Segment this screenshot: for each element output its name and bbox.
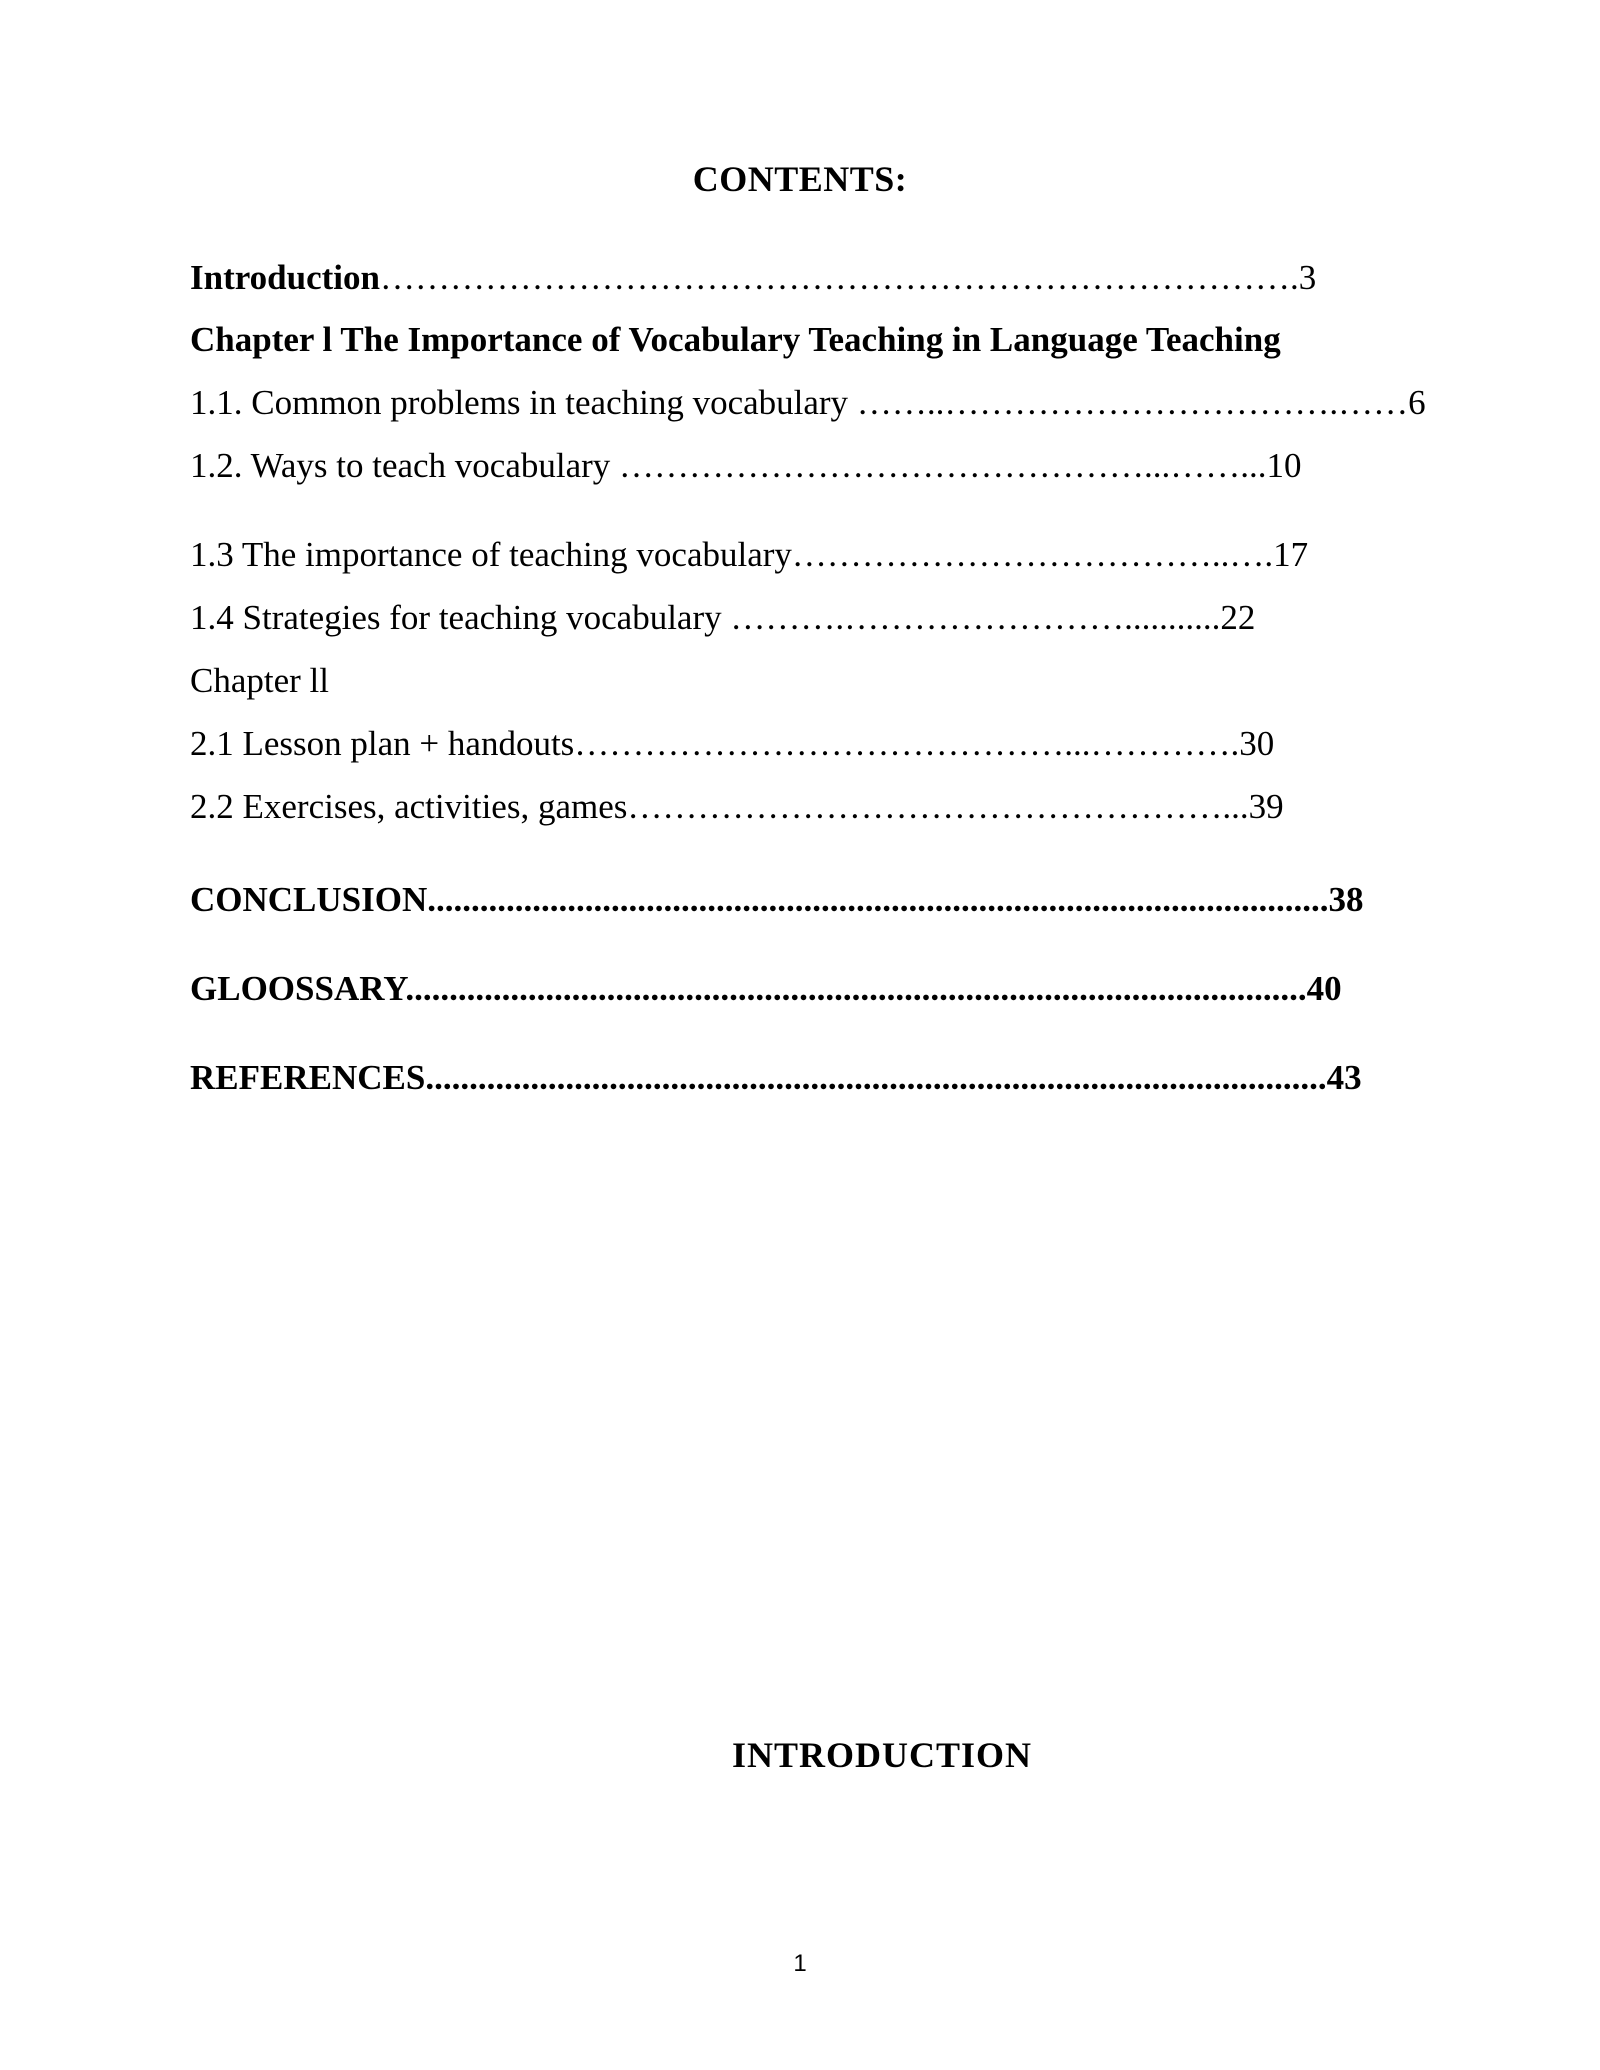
toc-entry-2-1 xyxy=(190,722,1410,766)
toc-entry-label: 2.2 Exercises, activities, games xyxy=(190,787,628,826)
toc-entry-leader: ……………………………………………………………………. xyxy=(379,258,1299,297)
page-number: 1 xyxy=(793,1950,807,1977)
toc-entry-leader: ……….……………………. xyxy=(730,598,1133,637)
toc-entry-label: 2.1 Lesson plan + handouts xyxy=(190,724,575,763)
introduction-heading: INTRODUCTION xyxy=(732,1735,1033,1775)
toc-entry-page: .39 xyxy=(1239,787,1284,826)
toc-entry-references xyxy=(190,1056,1410,1100)
toc-entry-leader: ....................................................................................................... xyxy=(427,880,1329,919)
toc-entry-label: 1.4 Strategies for teaching vocabulary xyxy=(190,598,731,637)
toc-entry-label: GLOOSSARY xyxy=(190,969,406,1008)
toc-entry-label: 1.1. Common problems in teaching vocabulary xyxy=(190,383,857,422)
toc-entry-chapter-2 xyxy=(190,659,790,703)
toc-entry-conclusion xyxy=(190,878,1410,922)
toc-entry-page: 3 xyxy=(1298,258,1317,297)
toc-entry-leader: ……………………………………...…………. xyxy=(574,724,1240,763)
toc-entry-label: Introduction xyxy=(190,258,380,297)
toc-entry-label: Chapter ll xyxy=(190,661,329,700)
toc-entry-chapter-1 xyxy=(190,318,1420,362)
toc-entry-leader: ………………………………………...…… xyxy=(619,446,1241,485)
toc-entry-leader: ....................................................................................................... xyxy=(425,1058,1327,1097)
toc-entry-2-2 xyxy=(190,785,1410,829)
toc-entry-leader: ………………………………..…. xyxy=(791,535,1274,574)
toc-entry-page: ...10 xyxy=(1240,446,1302,485)
toc-entry-1-1 xyxy=(190,381,1426,425)
toc-entry-1-4 xyxy=(190,596,1390,640)
toc-entry-leader: …………………………………………….. xyxy=(627,787,1240,826)
toc-entry-label: REFERENCES xyxy=(190,1058,426,1097)
toc-entry-1-3 xyxy=(190,533,1400,577)
toc-entry-page: 43 xyxy=(1326,1058,1362,1097)
toc-entry-label: 1.3 The importance of teaching vocabulary xyxy=(190,535,792,574)
toc-entry-leader: ……..…………………………….…… xyxy=(856,383,1409,422)
toc-entry-label: CONCLUSION xyxy=(190,880,428,919)
toc-entry-leader: ....................................................................................................... xyxy=(405,969,1307,1008)
toc-entry-page: 30 xyxy=(1239,724,1275,763)
toc-entry-1-2 xyxy=(190,444,1412,488)
toc-entry-page: 38 xyxy=(1328,880,1364,919)
toc-entry-glossary xyxy=(190,967,1410,1011)
toc-entry-page: 17 xyxy=(1273,535,1309,574)
toc-entry-introduction xyxy=(190,256,1406,300)
toc-entry-label: 1.2. Ways to teach vocabulary xyxy=(190,446,620,485)
toc-entry-page: ..........22 xyxy=(1132,598,1256,637)
toc-entry-label: Chapter l The Importance of Vocabulary Teaching in Language Teaching xyxy=(190,320,1281,359)
toc-entry-page: 40 xyxy=(1306,969,1342,1008)
toc-entry-page: 6 xyxy=(1408,383,1426,422)
contents-title: CONTENTS: xyxy=(692,159,908,199)
